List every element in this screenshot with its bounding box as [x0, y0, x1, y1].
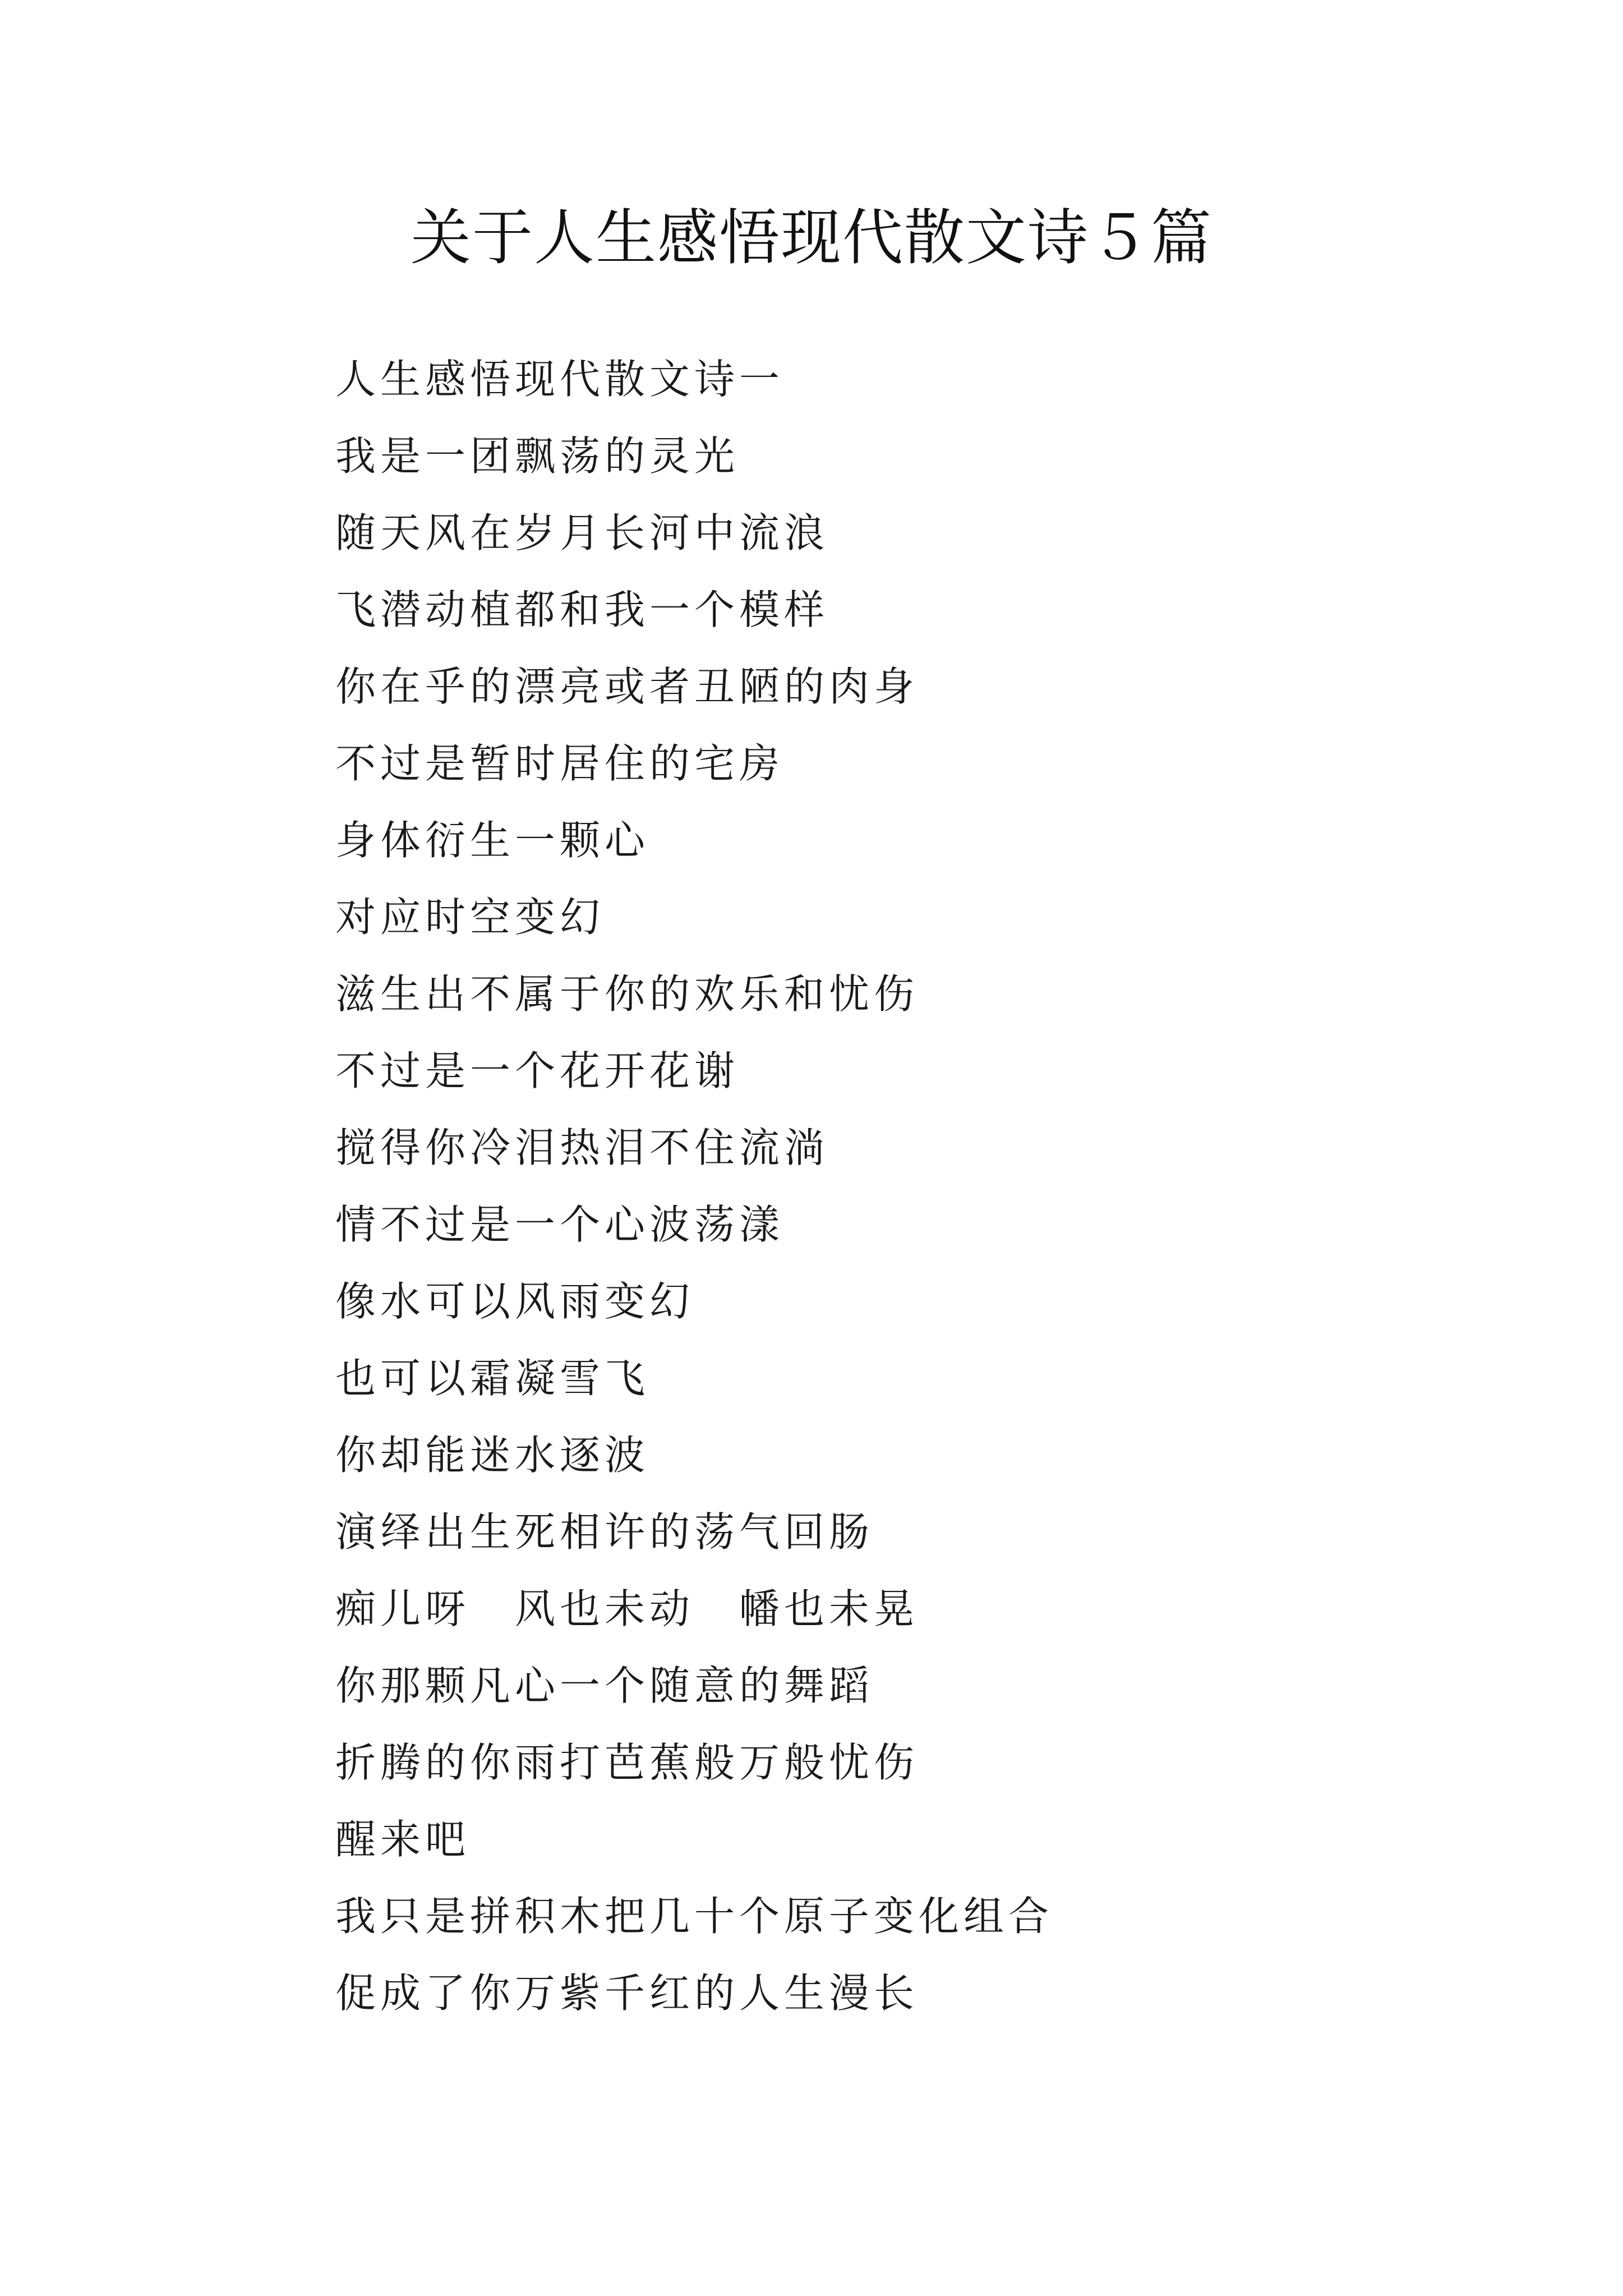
poem-line: 不过是暂时居住的宅房 [335, 740, 785, 787]
poem-line: 人生感悟现代散文诗一 [335, 356, 785, 403]
poem-line: 也可以霜凝雪飞 [335, 1355, 650, 1402]
poem-line: 醒来吧 [335, 1816, 471, 1863]
poem-line: 你那颗凡心一个随意的舞蹈 [335, 1662, 874, 1709]
poem-line: 你却能迷水逐波 [335, 1432, 650, 1479]
poem-line: 折腾的你雨打芭蕉般万般忧伤 [335, 1739, 919, 1786]
document-title: 关于人生感悟现代散文诗５篇 [410, 203, 1212, 273]
poem-line: 情不过是一个心波荡漾 [335, 1201, 785, 1248]
poem-line: 我只是拼积木把几十个原子变化组合 [335, 1893, 1054, 1940]
poem-line: 你在乎的漂亮或者丑陋的肉身 [335, 663, 919, 710]
poem-line: 像水可以风雨变幻 [335, 1278, 695, 1325]
poem-body [335, 341, 1513, 2032]
poem-line: 促成了你万紫千红的人生漫长 [335, 1970, 919, 2017]
poem-line: 身体衍生一颗心 [335, 817, 650, 864]
poem-line: 滋生出不属于你的欢乐和忧伤 [335, 970, 919, 1018]
poem-line: 随天风在岁月长河中流浪 [335, 509, 829, 556]
poem-line: 搅得你冷泪热泪不住流淌 [335, 1124, 829, 1171]
poem-line: 演绎出生死相许的荡气回肠 [335, 1508, 874, 1556]
poem-line: 痴儿呀 风也未动 幡也未晃 [335, 1585, 919, 1632]
poem-line: 对应时空变幻 [335, 894, 605, 941]
poem-line: 不过是一个花开花谢 [335, 1047, 740, 1094]
poem-line: 飞潜动植都和我一个模样 [335, 586, 829, 633]
poem-line: 我是一团飘荡的灵光 [335, 432, 740, 480]
